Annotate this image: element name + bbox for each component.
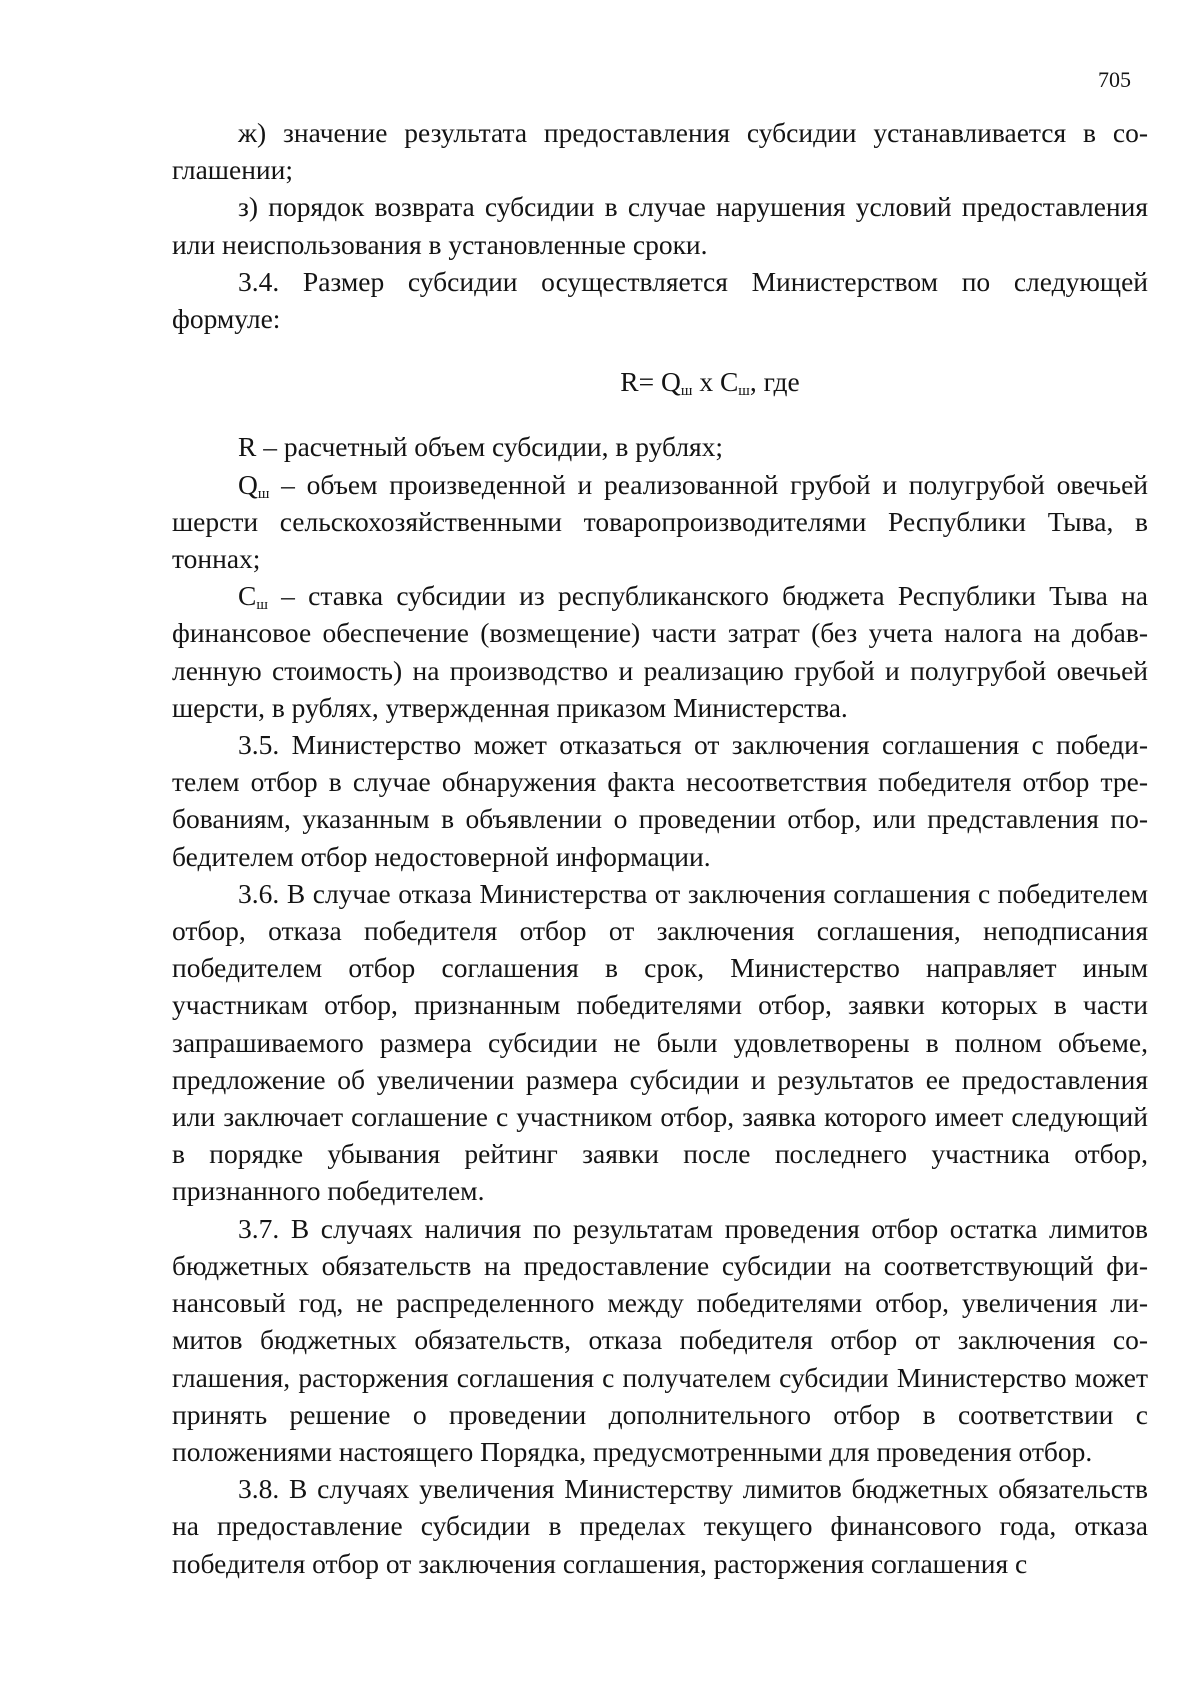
page-number: 705 (1098, 67, 1131, 92)
formula-c-subscript: ш (738, 383, 750, 400)
formula-mid: x С (692, 366, 739, 398)
paragraph-item-zh: ж) значение результата предоставления субсидии устанавливается в соглашении; (172, 117, 1148, 186)
paragraph-item-z: з) порядок возврата субсидии в случае нарушения условий предоставления или неиспользования в установленные сроки. (172, 191, 1148, 260)
definition-q-symbol: Q (238, 468, 258, 500)
definition-r: R – расчетный объем субсидии, в рублях; (238, 431, 724, 463)
paragraph-3-6: 3.6. В случае отказа Министерства от заключения соглашения с победителем отбор, отказа победителя отбор от заключения соглашения, неподписания победителем отбор соглашения в срок, Министерство направляет иным участникам отбор, признанным победителями отбор, заявки которых в части запрашиваемого размера субсидии не были удовлетворены в полном объеме, предложение об увеличении размера субсидии и результатов ее предоставления или заключает соглашение с участником отбор, заявка которого имеет следующий в порядке убывания рейтинг заявки после последнего участника отбор, признанного победителем. (172, 877, 1148, 1207)
paragraph-3-4: 3.4. Размер субсидии осуществляется Министерством по следующей формуле: (172, 265, 1148, 335)
paragraph-3-7: 3.7. В случаях наличия по результатам проведения отбор остатка лимитов бюджетных обязательств на предоставление субсидии на соответствующий финансовый год, не распределенного между победителями отбор, увеличения лимитов бюджетных обязательств, отказа победителя отбор от заключения соглашения, расторжения соглашения с получателем субсидии Министерство может принять решение о проведении дополнительного отбор в соответствии с положениями настоящего Порядка, предусмотренными для проведения отбор. (172, 1212, 1148, 1467)
paragraph-3-5: 3.5. Министерство может отказаться от заключения соглашения с победителем отбор в случае обнаружения факта несоответствия победителя отбор требованиям, указанным в объявлении о проведении отбор, или представления победителем отбор недостоверной информации. (172, 729, 1148, 872)
definition-c-subscript: ш (256, 597, 268, 614)
formula-tail: , где (749, 366, 800, 398)
formula-q-subscript: ш (680, 383, 693, 400)
paragraph-3-8: 3.8. В случаях увеличения Министерству лимитов бюджетных обязательств на предоставление субсидии в пределах текущего финансового года, отказа победителя отбор от заключения соглашения, расторжения соглашения с (172, 1473, 1148, 1579)
definition-c (172, 577, 1148, 726)
formula (172, 363, 1148, 400)
definition-c-symbol: С (238, 580, 257, 612)
formula-lhs: R= Q (620, 366, 681, 398)
definition-q-subscript: ш (257, 485, 270, 502)
definition-c-text: – ставка субсидии из республиканского бюджета Республики Тыва на финансовое обеспечение (возмещение) части затрат (без учета налога на добавленную стоимость) на производство и реализацию грубой и полугрубой овечьей шерсти, в рублях, утвержденная приказом Министерства. (172, 580, 1148, 723)
definition-q-text: – объем произведенной и реализованной грубой и полугрубой овечьей шерсти сельскохозяйственными товаропроизводителями Республики Тыва, в тоннах; (172, 468, 1148, 575)
document-body (172, 114, 1148, 1582)
definition-q (172, 466, 1148, 578)
